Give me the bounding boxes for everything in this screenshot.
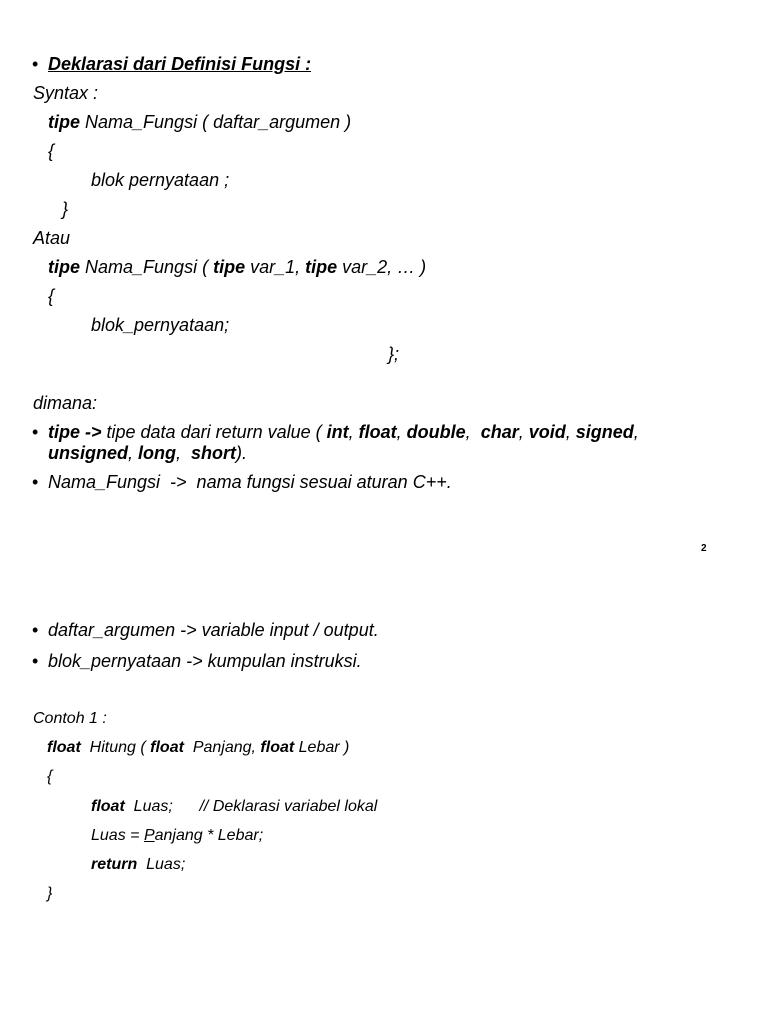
separator: , bbox=[518, 422, 529, 442]
code-text-underlined: P bbox=[143, 827, 155, 844]
contoh-label: Contoh 1 : bbox=[33, 710, 107, 727]
type-unsigned: unsigned bbox=[48, 443, 128, 463]
keyword-float: float bbox=[260, 739, 295, 756]
blok-pernyataan-bullet: blok_pernyataan -> kumpulan instruksi. bbox=[48, 651, 362, 671]
keyword-tipe: tipe bbox=[48, 257, 81, 277]
code-line-return bbox=[91, 857, 185, 873]
bullet-marker: • bbox=[32, 620, 39, 640]
type-short: short bbox=[191, 443, 237, 463]
type-void: void bbox=[528, 422, 566, 442]
type-char: char bbox=[480, 422, 519, 442]
nama-fungsi-bullet: Nama_Fungsi -> nama fungsi sesuai aturan C++. bbox=[48, 472, 452, 492]
syntax-line-1 bbox=[48, 113, 351, 131]
type-int: int bbox=[326, 422, 349, 442]
keyword-float: float bbox=[91, 798, 125, 815]
code-text: Lebar ) bbox=[294, 739, 350, 756]
closing-paren: ). bbox=[236, 443, 248, 463]
close-brace: } bbox=[47, 885, 53, 902]
open-brace: { bbox=[48, 141, 55, 161]
keyword-tipe: tipe bbox=[213, 257, 246, 277]
bullet-marker: • bbox=[32, 54, 39, 74]
separator: , bbox=[565, 422, 576, 442]
syntax-text: var_1, bbox=[245, 257, 306, 277]
separator: , bbox=[176, 443, 192, 463]
separator: , bbox=[128, 443, 139, 463]
bullet-marker: • bbox=[32, 472, 39, 492]
heading: Deklarasi dari Definisi Fungsi : bbox=[48, 54, 312, 74]
syntax-line-1-rest: Nama_Fungsi ( daftar_argumen ) bbox=[80, 112, 352, 132]
code-text: Luas = bbox=[91, 827, 144, 844]
code-text: Hitung ( bbox=[80, 739, 151, 756]
keyword-float: float bbox=[47, 739, 81, 756]
code-line-assignment bbox=[91, 828, 263, 844]
syntax-text: var_2, … ) bbox=[337, 257, 427, 277]
code-text: anjang * Lebar; bbox=[154, 827, 264, 844]
keyword-tipe: tipe bbox=[48, 112, 81, 132]
code-text: Panjang, bbox=[183, 739, 261, 756]
tipe-bullet-line-2 bbox=[48, 444, 247, 462]
type-double: double bbox=[406, 422, 466, 442]
open-brace: { bbox=[48, 286, 55, 306]
separator: , bbox=[396, 422, 407, 442]
open-brace: { bbox=[47, 768, 53, 785]
keyword-return: return bbox=[91, 856, 138, 873]
code-text: Luas; // Deklarasi variabel lokal bbox=[124, 798, 378, 815]
code-line-declaration bbox=[91, 799, 377, 815]
blok-pernyataan-text: blok pernyataan ; bbox=[91, 170, 230, 190]
syntax-line-2 bbox=[48, 258, 426, 276]
close-brace: } bbox=[62, 199, 69, 219]
code-text: Luas; bbox=[137, 856, 186, 873]
bullet-marker: • bbox=[32, 651, 39, 671]
page-number: 2 bbox=[701, 543, 707, 554]
separator: , bbox=[348, 422, 359, 442]
close-brace-semicolon: }; bbox=[388, 344, 400, 364]
syntax-label: Syntax : bbox=[33, 83, 99, 103]
tipe-description: tipe data dari return value ( bbox=[101, 422, 327, 442]
blok-pernyataan-text: blok_pernyataan; bbox=[91, 315, 230, 335]
tipe-bullet-line-1 bbox=[48, 423, 639, 441]
daftar-argumen-bullet: daftar_argumen -> variable input / output. bbox=[48, 620, 379, 640]
type-long: long bbox=[138, 443, 177, 463]
atau-label: Atau bbox=[33, 228, 71, 248]
code-line-function-header bbox=[47, 740, 349, 756]
syntax-text: Nama_Fungsi ( bbox=[80, 257, 214, 277]
keyword-tipe: tipe bbox=[305, 257, 338, 277]
separator: , bbox=[633, 422, 639, 442]
dimana-label: dimana: bbox=[33, 393, 98, 413]
type-float: float bbox=[358, 422, 397, 442]
keyword-tipe-arrow: tipe -> bbox=[48, 422, 102, 442]
separator: , bbox=[465, 422, 481, 442]
keyword-float: float bbox=[150, 739, 184, 756]
bullet-marker: • bbox=[32, 422, 39, 442]
type-signed: signed bbox=[575, 422, 634, 442]
